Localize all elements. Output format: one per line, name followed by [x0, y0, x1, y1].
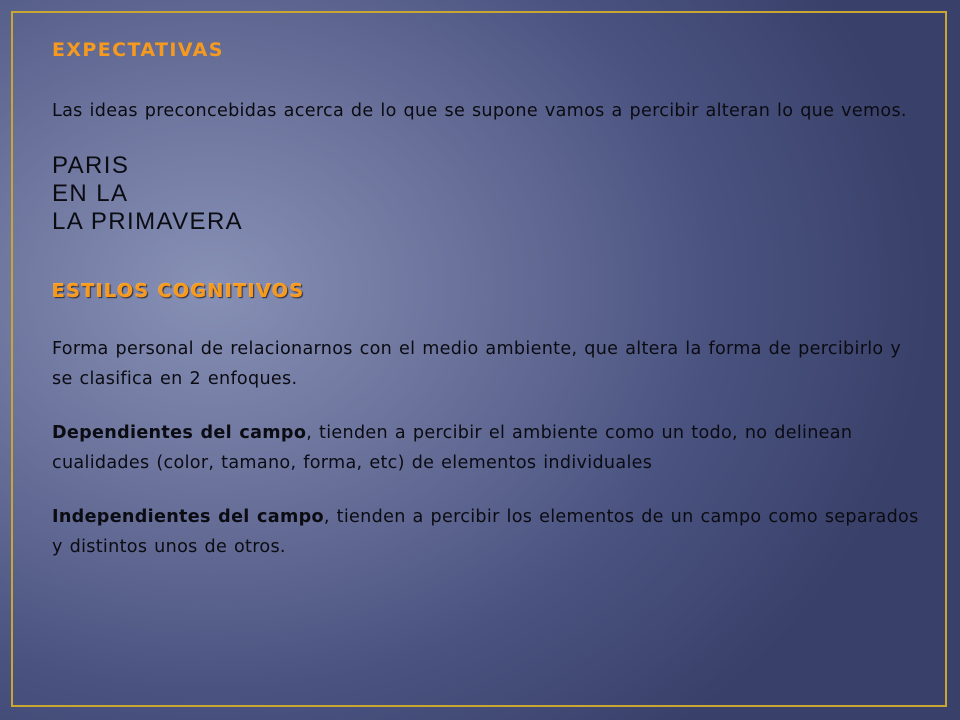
expectativas-heading: EXPECTATIVAS — [52, 39, 224, 61]
illusion-block — [52, 148, 924, 240]
slide-content — [52, 34, 924, 562]
illusion-line-2: EN LA — [52, 180, 129, 207]
independientes-text: , tienden a percibir los elementos de un campo como separados y distintos unos de otros. — [52, 507, 919, 557]
independientes-paragraph — [52, 502, 924, 562]
independientes-term: Independientes del campo — [52, 507, 324, 527]
illusion-line-3: LA PRIMAVERA — [52, 208, 244, 235]
illusion-line-1: PARIS — [52, 152, 130, 179]
dependientes-text: , tienden a percibir el ambiente como un todo, no delinean cualidades (color, tamano, forma, etc) de elementos individuales — [52, 423, 853, 473]
estilos-heading: ESTILOS COGNITIVOS — [52, 280, 305, 302]
estilos-text: Forma personal de relacionarnos con el medio ambiente, que altera la forma de percibirlo y se clasifica en 2 enfoques. — [52, 339, 902, 389]
dependientes-paragraph — [52, 418, 924, 478]
dependientes-term: Dependientes del campo — [52, 423, 307, 443]
expectativas-text: Las ideas preconcebidas acerca de lo que se supone vamos a percibir alteran lo que vemos. — [52, 101, 907, 121]
